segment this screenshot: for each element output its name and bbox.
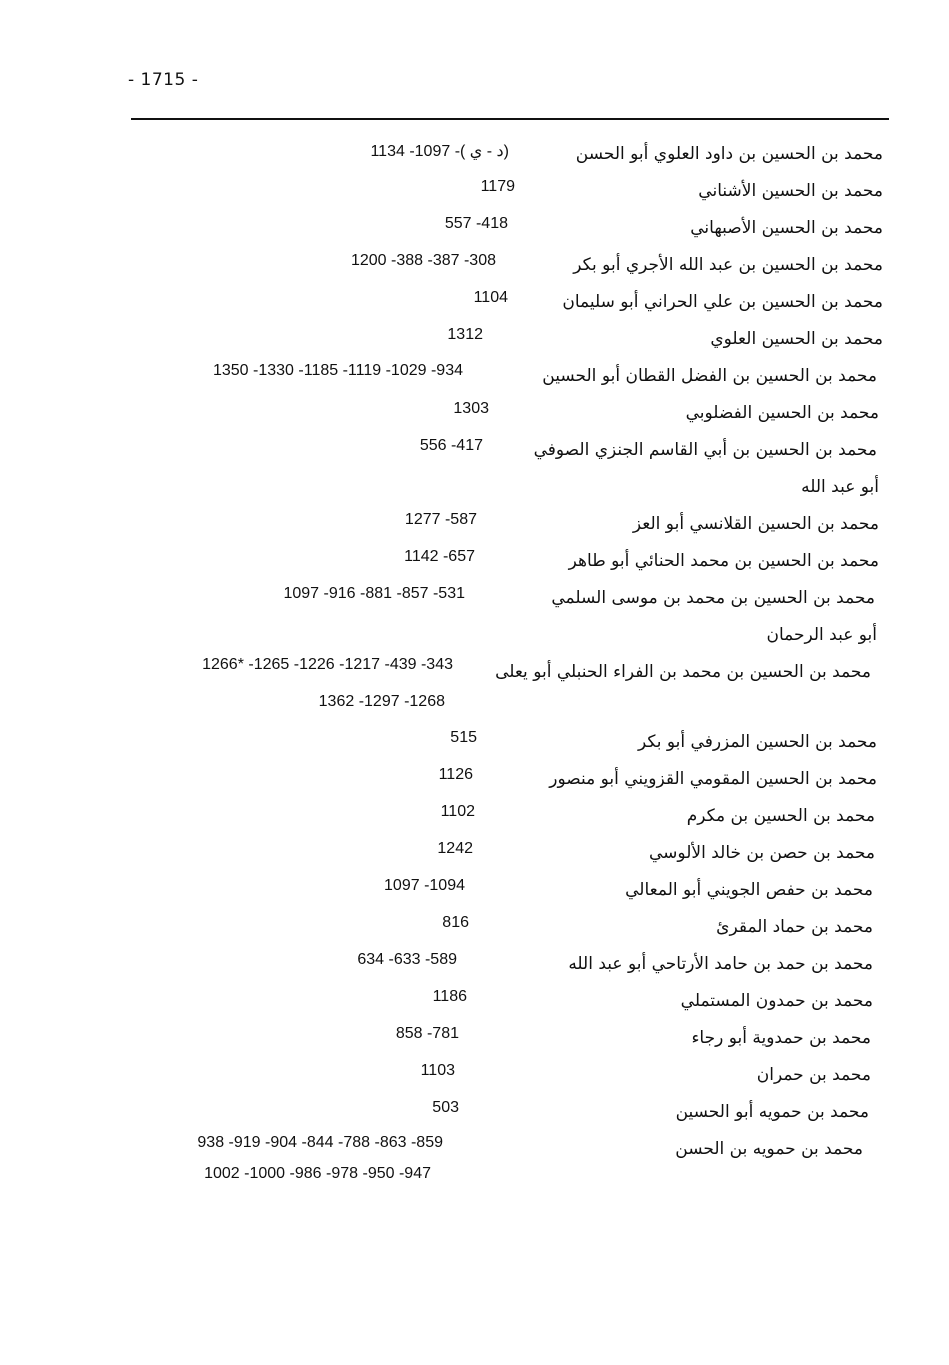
entry-refs: 1186 [432, 988, 467, 1005]
entry-refs: 1242 [437, 840, 473, 857]
entry-refs: 934- 1029- 1119- 1185- 1330- 1350 [212, 362, 463, 379]
entry-refs: 1102 [440, 803, 475, 820]
entry-name: أبو عبد الرحمان [766, 625, 877, 645]
entry-refs: 1179 [480, 178, 515, 195]
entry-name: محمد بن حمد بن حامد الأرتاحي أبو عبد الله [568, 954, 873, 974]
entry-name: محمد بن الحسين بن أبي القاسم الجنزي الصوفي [533, 440, 877, 460]
entry-refs: 657- 1142 [404, 548, 475, 565]
entry-refs: 1103 [420, 1062, 455, 1079]
entry-refs: 947- 950- 978- 986- 1000- 1002 [204, 1165, 431, 1182]
entry-name: أبو عبد الله [801, 477, 879, 497]
entry-refs: 1126 [438, 766, 473, 783]
entry-name: محمد بن حماد المقرئ [716, 917, 873, 937]
entry-name: محمد بن حمدوية أبو رجاء [691, 1028, 871, 1048]
page-number: - 1715 - [128, 70, 199, 90]
entry-refs: 503 [432, 1099, 459, 1116]
entry-refs: 859- 863- 788- 844- 904- 919- 938 [197, 1134, 443, 1151]
entry-name: محمد بن حمدون المستملي [680, 991, 873, 1011]
entry-name: محمد بن الحسين بن الفضل القطان أبو الحسين [542, 366, 877, 386]
entry-refs: 589- 633- 634 [357, 951, 457, 968]
entry-refs: 816 [442, 914, 469, 931]
entry-name: محمد بن الحسين العلوي [710, 329, 883, 349]
entry-name: محمد بن حفص الجويني أبو المعالي [625, 880, 873, 900]
entry-refs: 1268- 1297- 1362 [318, 693, 445, 710]
entry-refs: 1303 [453, 400, 489, 417]
entry-name: محمد بن حصن بن خالد الألوسي [649, 843, 875, 863]
entry-name: محمد بن الحسين بن محمد بن موسى السلمي [551, 588, 875, 608]
entry-name: محمد بن الحسين بن محمد بن الفراء الحنبلي أبو يعلى [495, 662, 871, 682]
entry-name: محمد بن الحسين بن علي الحراني أبو سليمان [562, 292, 883, 312]
entry-refs: 417- 556 [419, 437, 483, 454]
entry-name: محمد بن الحسين الأصبهاني [690, 218, 883, 238]
entry-refs: 515 [450, 729, 477, 746]
entry-refs: 1094- 1097 [384, 877, 465, 894]
entry-name: محمد بن الحسين القلانسي أبو العز [632, 514, 879, 534]
entry-name: محمد بن الحسين المقومي القزويني أبو منصور [549, 769, 877, 789]
entry-name: محمد بن حمران [756, 1065, 871, 1085]
entry-name: محمد بن الحسين بن عبد الله الأجري أبو بكر [573, 255, 883, 275]
entry-refs: 1104 [473, 289, 508, 306]
entry-refs: 308- 387- 388- 1200 [350, 252, 496, 269]
entry-name: محمد بن حمويه بن الحسن [675, 1139, 863, 1159]
entry-refs: 587- 1277 [404, 511, 477, 528]
entry-refs: (د - ي )- 1097- 1134 [370, 143, 509, 160]
entry-name: محمد بن حمويه أبو الحسين [675, 1102, 869, 1122]
entry-name: محمد بن الحسين بن محمد الحنائي أبو طاهر [568, 551, 879, 571]
entry-name: محمد بن الحسين الأشناني [698, 181, 883, 201]
header-rule [131, 118, 889, 120]
entry-name: محمد بن الحسين الفضلوبي [685, 403, 879, 423]
entry-name: محمد بن الحسين بن داود العلوي أبو الحسن [575, 144, 883, 164]
entry-refs: 418- 557 [444, 215, 508, 232]
entry-refs: 531- 857- 881- 916- 1097 [283, 585, 465, 602]
entry-refs: 1312 [447, 326, 483, 343]
entry-name: محمد بن الحسين المزرفي أبو بكر [638, 732, 877, 752]
entry-name: محمد بن الحسين بن مكرم [686, 806, 875, 826]
entry-refs: 781- 858 [395, 1025, 459, 1042]
entry-refs: 343- 439- 1217- 1226- 1265- *1266 [202, 656, 453, 673]
